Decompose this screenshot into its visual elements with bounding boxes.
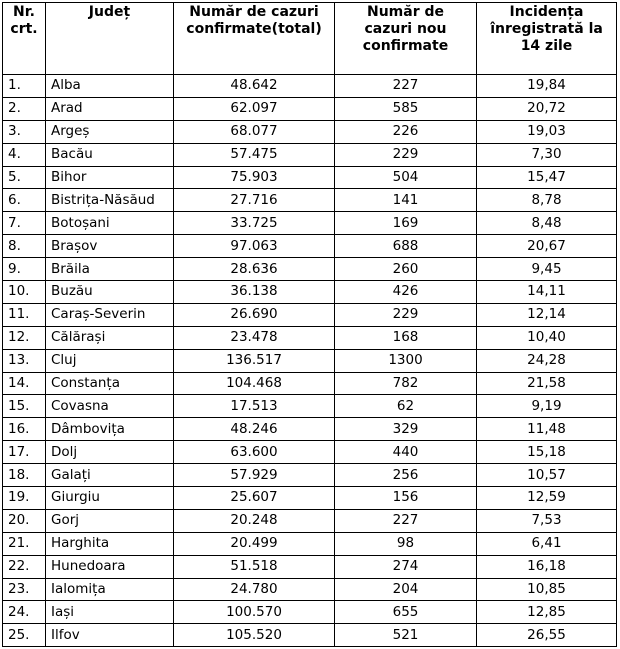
cell-new-cases: 156 <box>335 487 477 510</box>
cell-incidence: 9,45 <box>477 258 617 281</box>
cell-judet: Argeș <box>46 120 174 143</box>
header-line: crt. <box>10 21 38 37</box>
cell-total-cases: 36.138 <box>174 281 335 304</box>
table-row <box>3 235 617 258</box>
cell-judet: Dolj <box>46 441 174 464</box>
header-row <box>3 3 617 75</box>
cell-judet: Galați <box>46 464 174 487</box>
cell-nr: 11. <box>3 303 46 326</box>
cell-total-cases: 97.063 <box>174 235 335 258</box>
cell-judet: Bihor <box>46 166 174 189</box>
header-line: Număr de cazuri <box>189 4 319 20</box>
cell-incidence: 7,53 <box>477 509 617 532</box>
cell-total-cases: 63.600 <box>174 441 335 464</box>
cell-incidence: 26,55 <box>477 624 617 647</box>
cell-nr: 15. <box>3 395 46 418</box>
table-row <box>3 372 617 395</box>
cell-nr: 22. <box>3 555 46 578</box>
cell-incidence: 12,85 <box>477 601 617 624</box>
cell-new-cases: 782 <box>335 372 477 395</box>
cell-incidence: 20,67 <box>477 235 617 258</box>
cell-new-cases: 141 <box>335 189 477 212</box>
cell-judet: Dâmbovița <box>46 418 174 441</box>
cell-total-cases: 26.690 <box>174 303 335 326</box>
table-row <box>3 532 617 555</box>
cell-judet: Ialomița <box>46 578 174 601</box>
cell-judet: Constanța <box>46 372 174 395</box>
cell-incidence: 7,30 <box>477 143 617 166</box>
cell-total-cases: 23.478 <box>174 326 335 349</box>
table-row <box>3 349 617 372</box>
cell-new-cases: 521 <box>335 624 477 647</box>
header-line: Județ <box>88 4 131 20</box>
cell-incidence: 21,58 <box>477 372 617 395</box>
cell-total-cases: 20.248 <box>174 509 335 532</box>
table-row <box>3 143 617 166</box>
cell-new-cases: 229 <box>335 143 477 166</box>
cell-new-cases: 256 <box>335 464 477 487</box>
table-row <box>3 441 617 464</box>
cell-nr: 1. <box>3 75 46 98</box>
cell-nr: 12. <box>3 326 46 349</box>
cell-incidence: 16,18 <box>477 555 617 578</box>
table-row <box>3 120 617 143</box>
cell-nr: 18. <box>3 464 46 487</box>
table-row <box>3 578 617 601</box>
cell-new-cases: 226 <box>335 120 477 143</box>
cell-new-cases: 168 <box>335 326 477 349</box>
cell-judet: Bacău <box>46 143 174 166</box>
header-line: confirmate(total) <box>186 21 322 37</box>
cell-nr: 2. <box>3 97 46 120</box>
cell-new-cases: 260 <box>335 258 477 281</box>
cell-judet: Buzău <box>46 281 174 304</box>
cell-incidence: 19,84 <box>477 75 617 98</box>
cell-judet: Harghita <box>46 532 174 555</box>
table-row <box>3 555 617 578</box>
cell-nr: 21. <box>3 532 46 555</box>
cell-new-cases: 329 <box>335 418 477 441</box>
cell-judet: Călărași <box>46 326 174 349</box>
cell-new-cases: 169 <box>335 212 477 235</box>
cell-new-cases: 504 <box>335 166 477 189</box>
cell-total-cases: 51.518 <box>174 555 335 578</box>
cell-judet: Gorj <box>46 509 174 532</box>
cell-total-cases: 62.097 <box>174 97 335 120</box>
cell-nr: 20. <box>3 509 46 532</box>
header-line: confirmate <box>362 38 449 54</box>
cell-new-cases: 227 <box>335 75 477 98</box>
cell-nr: 9. <box>3 258 46 281</box>
header-new-cases <box>335 3 477 75</box>
cell-total-cases: 25.607 <box>174 487 335 510</box>
cell-new-cases: 440 <box>335 441 477 464</box>
cell-total-cases: 20.499 <box>174 532 335 555</box>
cell-total-cases: 48.246 <box>174 418 335 441</box>
cell-nr: 24. <box>3 601 46 624</box>
cell-nr: 13. <box>3 349 46 372</box>
cell-nr: 10. <box>3 281 46 304</box>
header-incidence <box>477 3 617 75</box>
cell-new-cases: 229 <box>335 303 477 326</box>
cell-total-cases: 33.725 <box>174 212 335 235</box>
cell-incidence: 8,48 <box>477 212 617 235</box>
cell-new-cases: 688 <box>335 235 477 258</box>
cell-total-cases: 27.716 <box>174 189 335 212</box>
cell-judet: Botoșani <box>46 212 174 235</box>
cell-judet: Cluj <box>46 349 174 372</box>
cell-new-cases: 62 <box>335 395 477 418</box>
cell-judet: Brăila <box>46 258 174 281</box>
table-row <box>3 624 617 647</box>
cell-total-cases: 17.513 <box>174 395 335 418</box>
table-row <box>3 487 617 510</box>
cell-incidence: 10,57 <box>477 464 617 487</box>
cell-nr: 17. <box>3 441 46 464</box>
header-nr-crt <box>3 3 46 75</box>
cell-incidence: 12,14 <box>477 303 617 326</box>
table-row <box>3 601 617 624</box>
cell-incidence: 12,59 <box>477 487 617 510</box>
cell-new-cases: 204 <box>335 578 477 601</box>
table-row <box>3 189 617 212</box>
cell-new-cases: 1300 <box>335 349 477 372</box>
cell-nr: 19. <box>3 487 46 510</box>
header-line: înregistrată la <box>490 21 603 37</box>
cell-nr: 8. <box>3 235 46 258</box>
cell-judet: Alba <box>46 75 174 98</box>
cell-nr: 14. <box>3 372 46 395</box>
cell-total-cases: 136.517 <box>174 349 335 372</box>
table-row <box>3 75 617 98</box>
cell-incidence: 11,48 <box>477 418 617 441</box>
header-line: Nr. <box>13 4 35 20</box>
cell-incidence: 8,78 <box>477 189 617 212</box>
cell-incidence: 10,40 <box>477 326 617 349</box>
cell-judet: Ilfov <box>46 624 174 647</box>
cell-incidence: 14,11 <box>477 281 617 304</box>
header-judet <box>46 3 174 75</box>
table-row <box>3 97 617 120</box>
cell-total-cases: 68.077 <box>174 120 335 143</box>
cell-total-cases: 57.929 <box>174 464 335 487</box>
cell-judet: Giurgiu <box>46 487 174 510</box>
cell-total-cases: 100.570 <box>174 601 335 624</box>
cell-nr: 23. <box>3 578 46 601</box>
cell-total-cases: 75.903 <box>174 166 335 189</box>
cell-incidence: 9,19 <box>477 395 617 418</box>
cell-incidence: 15,47 <box>477 166 617 189</box>
cell-incidence: 6,41 <box>477 532 617 555</box>
header-line: 14 zile <box>520 38 573 54</box>
cell-new-cases: 426 <box>335 281 477 304</box>
header-total-cases <box>174 3 335 75</box>
cell-total-cases: 104.468 <box>174 372 335 395</box>
cell-incidence: 19,03 <box>477 120 617 143</box>
header-line: cazuri nou <box>364 21 447 37</box>
table-row <box>3 326 617 349</box>
cell-total-cases: 105.520 <box>174 624 335 647</box>
cell-judet: Brașov <box>46 235 174 258</box>
cell-nr: 16. <box>3 418 46 441</box>
cell-new-cases: 274 <box>335 555 477 578</box>
table-row <box>3 212 617 235</box>
table-row <box>3 509 617 532</box>
table-row <box>3 258 617 281</box>
cell-nr: 4. <box>3 143 46 166</box>
cell-nr: 7. <box>3 212 46 235</box>
cell-total-cases: 24.780 <box>174 578 335 601</box>
cell-judet: Bistrița-Năsăud <box>46 189 174 212</box>
table-body <box>3 75 617 647</box>
cell-judet: Hunedoara <box>46 555 174 578</box>
cell-judet: Iași <box>46 601 174 624</box>
table-row <box>3 281 617 304</box>
cell-total-cases: 57.475 <box>174 143 335 166</box>
table-row <box>3 395 617 418</box>
cell-incidence: 24,28 <box>477 349 617 372</box>
cell-judet: Arad <box>46 97 174 120</box>
header-line: Număr de <box>366 4 444 20</box>
cell-new-cases: 98 <box>335 532 477 555</box>
cell-incidence: 10,85 <box>477 578 617 601</box>
cell-new-cases: 227 <box>335 509 477 532</box>
cell-nr: 6. <box>3 189 46 212</box>
header-line: Incidența <box>509 4 584 20</box>
cell-nr: 3. <box>3 120 46 143</box>
table-row <box>3 418 617 441</box>
table-row <box>3 166 617 189</box>
cell-incidence: 20,72 <box>477 97 617 120</box>
cell-judet: Caraș-Severin <box>46 303 174 326</box>
cell-new-cases: 585 <box>335 97 477 120</box>
cell-nr: 25. <box>3 624 46 647</box>
table-row <box>3 464 617 487</box>
cell-judet: Covasna <box>46 395 174 418</box>
cell-total-cases: 28.636 <box>174 258 335 281</box>
cell-new-cases: 655 <box>335 601 477 624</box>
table-row <box>3 303 617 326</box>
covid-cases-table <box>2 2 617 647</box>
cell-incidence: 15,18 <box>477 441 617 464</box>
cell-total-cases: 48.642 <box>174 75 335 98</box>
cell-nr: 5. <box>3 166 46 189</box>
